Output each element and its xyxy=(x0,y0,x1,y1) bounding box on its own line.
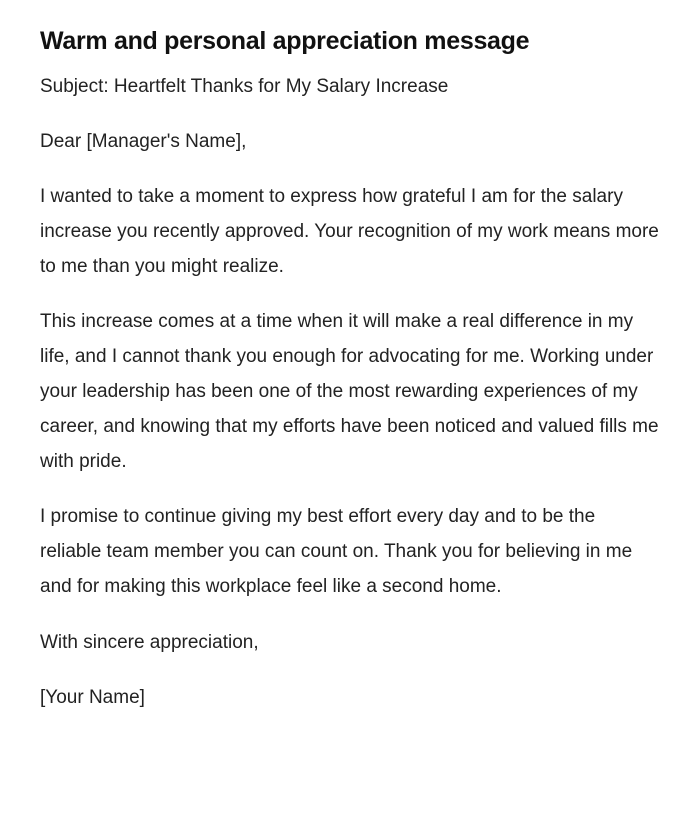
letter-signature: [Your Name] xyxy=(40,687,145,708)
page-title: Warm and personal appreciation message xyxy=(40,27,530,55)
letter-closing: With sincere appreciation, xyxy=(40,632,259,653)
letter-subject: Subject: Heartfelt Thanks for My Salary Increase xyxy=(40,76,449,97)
letter-paragraph-3: I promise to continue giving my best effort every day and to be the reliable team member you can count on. Thank you for believing in me and for making this workplace feel like a second home. xyxy=(40,506,633,597)
letter-greeting: Dear [Manager's Name], xyxy=(40,131,247,152)
letter-paragraph-2: This increase comes at a time when it will make a real difference in my life, and I cannot thank you enough for advocating for me. Working under your leadership has been one of the most rewarding experiences of my career, and knowing that my efforts have been noticed and valued fills me with pride. xyxy=(40,311,659,472)
letter-paragraph-1: I wanted to take a moment to express how grateful I am for the salary increase you recently approved. Your recognition of my work means more to me than you might realize. xyxy=(40,186,659,277)
